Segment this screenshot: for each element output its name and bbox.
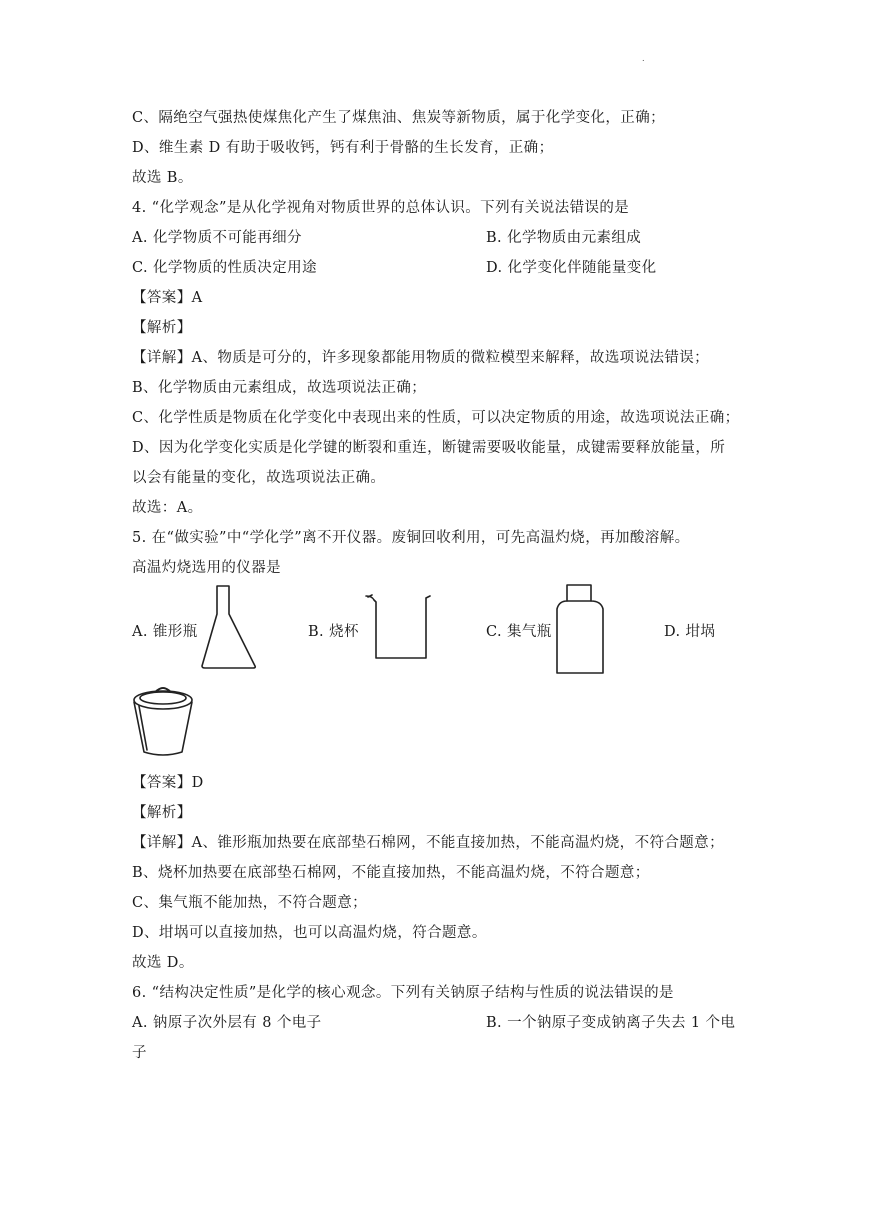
q3-conclusion: 故选 B。 — [132, 170, 193, 186]
q4-option-d: D. 化学变化伴随能量变化 — [486, 260, 657, 276]
q5-detail-line: C、集气瓶不能加热，不符合题意； — [132, 895, 367, 911]
q5-detail-line: 【详解】A、锥形瓶加热要在底部垫石棉网，不能直接加热，不能高温灼烧，不符合题意； — [132, 835, 724, 851]
q5-detail-line: D、坩埚可以直接加热，也可以高温灼烧，符合题意。 — [132, 925, 487, 941]
crucible-icon — [130, 686, 196, 758]
q5-option-b: B. 烧杯 — [308, 624, 359, 640]
q4-option-c: C. 化学物质的性质决定用途 — [132, 260, 317, 276]
q5-stem-line: 高温灼烧选用的仪器是 — [132, 560, 281, 576]
q4-option-b: B. 化学物质由元素组成 — [486, 230, 642, 246]
q5-option-a: A. 锥形瓶 — [132, 624, 198, 640]
q6-stem: 6. “结构决定性质”是化学的核心观念。下列有关钠原子结构与性质的说法错误的是 — [132, 985, 674, 1001]
q5-answer: 【答案】D — [132, 775, 204, 791]
q5-option-d: D. 坩埚 — [664, 624, 716, 640]
q3-option-c-explanation: C、隔绝空气强热使煤焦化产生了煤焦油、焦炭等新物质，属于化学变化，正确； — [132, 110, 665, 126]
q4-detail-line: 【详解】A、物质是可分的，许多现象都能用物质的微粒模型来解释，故选项说法错误； — [132, 350, 710, 366]
beaker-icon — [364, 592, 432, 662]
q6-option-b: B. 一个钠原子变成钠离子失去 1 个电 — [486, 1015, 736, 1031]
q4-option-a: A. 化学物质不可能再细分 — [132, 230, 302, 246]
header-dot: . — [642, 54, 645, 63]
q4-detail-line: D、因为化学变化实质是化学键的断裂和重连，断键需要吸收能量，成键需要释放能量，所 — [132, 440, 726, 456]
q6-option-a: A. 钠原子次外层有 8 个电子 — [132, 1015, 322, 1031]
q3-option-d-explanation: D、维生素 D 有助于吸收钙，钙有利于骨骼的生长发育，正确； — [132, 140, 554, 156]
gas-collecting-bottle-icon — [553, 583, 607, 675]
q4-answer: 【答案】A — [132, 290, 203, 306]
erlenmeyer-flask-icon — [200, 584, 260, 670]
q5-option-c: C. 集气瓶 — [486, 624, 552, 640]
q4-detail-line: 以会有能量的变化，故选项说法正确。 — [132, 470, 386, 486]
q4-analysis-label: 【解析】 — [132, 320, 192, 336]
q5-conclusion: 故选 D。 — [132, 955, 194, 971]
q5-detail-line: B、烧杯加热要在底部垫石棉网，不能直接加热，不能高温灼烧，不符合题意； — [132, 865, 650, 881]
q4-detail-line: C、化学性质是物质在化学变化中表现出来的性质，可以决定物质的用途，故选项说法正确； — [132, 410, 740, 426]
q6-option-b-wrap: 子 — [132, 1045, 147, 1061]
q4-conclusion: 故选：A。 — [132, 500, 203, 516]
q4-stem: 4. “化学观念”是从化学视角对物质世界的总体认识。下列有关说法错误的是 — [132, 200, 630, 216]
q4-detail-line: B、化学物质由元素组成，故选项说法正确； — [132, 380, 427, 396]
q5-stem-line: 5. 在“做实验”中“学化学”离不开仪器。废铜回收利用，可先高温灼烧，再加酸溶解。 — [132, 530, 690, 546]
q5-analysis-label: 【解析】 — [132, 805, 192, 821]
